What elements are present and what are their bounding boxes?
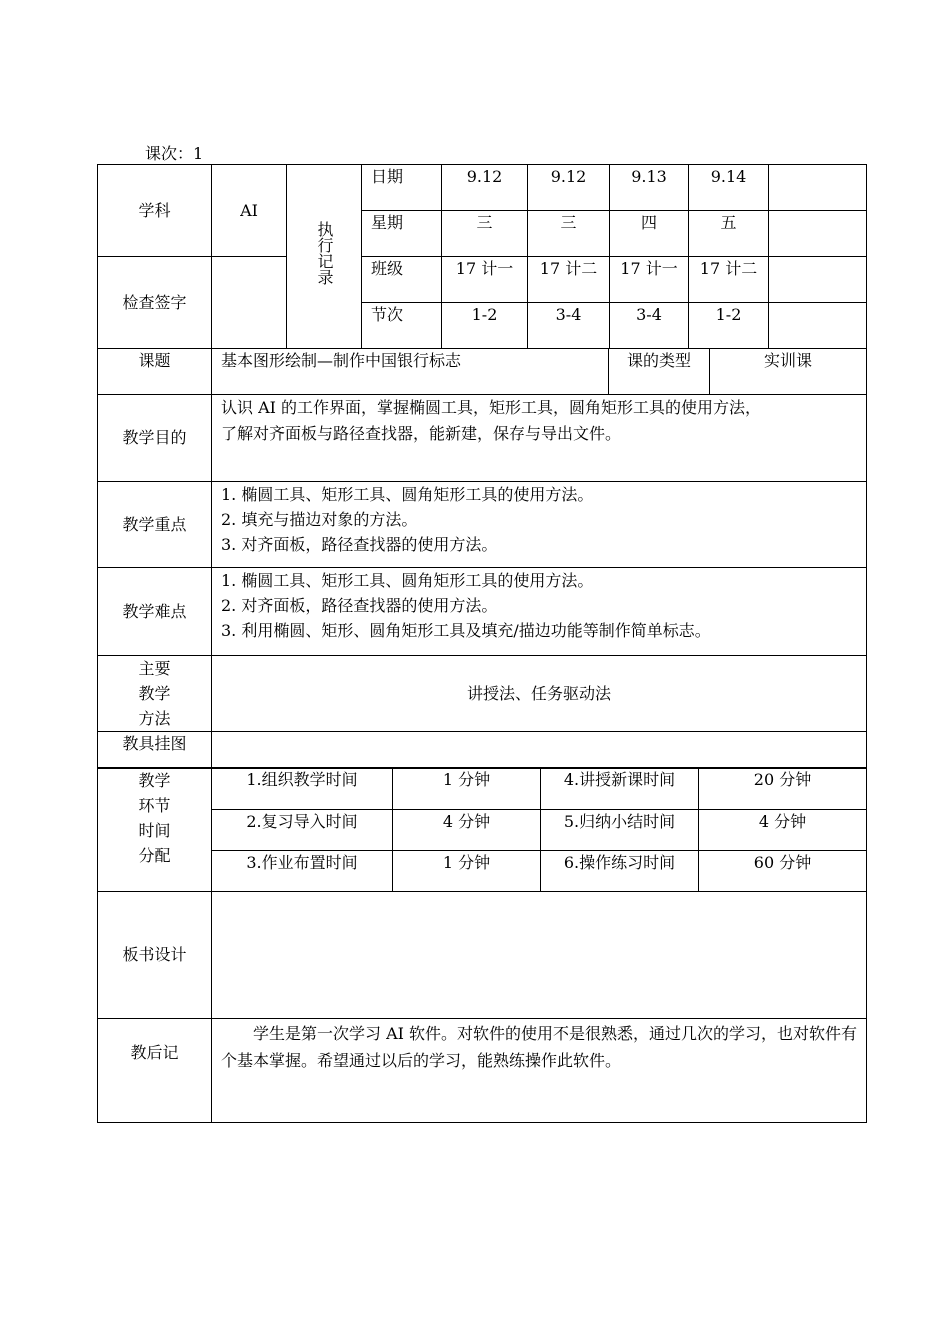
weekday-cell: 五 xyxy=(689,211,769,257)
time-label-line: 时间 xyxy=(138,821,171,840)
period-cell: 1-2 xyxy=(442,303,528,349)
time-step: 2.复习导入时间 xyxy=(212,810,393,851)
time-duration: 1 分钟 xyxy=(393,851,541,892)
time-step: 1.组织教学时间 xyxy=(212,768,393,810)
time-step: 3.作业布置时间 xyxy=(212,851,393,892)
record-table xyxy=(97,164,867,349)
class-cell xyxy=(769,257,867,303)
key-point-item: 2. 填充与描边对象的方法。 xyxy=(221,510,418,529)
difficulty-item: 3. 利用椭圆、矩形、圆角矩形工具及填充/描边功能等制作简单标志。 xyxy=(221,621,711,640)
lesson-type-label: 课的类型 xyxy=(609,349,710,395)
period-cell: 1-2 xyxy=(689,303,769,349)
class-cell: 17 计一 xyxy=(442,257,528,303)
row-label-class: 班级 xyxy=(362,257,442,303)
objectives-line: 了解对齐面板与路径查找器，能新建，保存与导出文件。 xyxy=(221,424,622,443)
class-cell: 17 计一 xyxy=(610,257,689,303)
board-design-label: 板书设计 xyxy=(98,892,212,1019)
objectives-line: 认识 AI 的工作界面，掌握椭圆工具，矩形工具，圆角矩形工具的使用方法， xyxy=(221,398,762,417)
key-point-item: 3. 对齐面板，路径查找器的使用方法。 xyxy=(221,535,498,554)
date-cell: 9.12 xyxy=(442,165,528,211)
class-cell: 17 计二 xyxy=(689,257,769,303)
row-label-date: 日期 xyxy=(362,165,442,211)
period-cell: 3-4 xyxy=(528,303,610,349)
time-step: 4.讲授新课时间 xyxy=(541,768,699,810)
key-point-item: 1. 椭圆工具、矩形工具、圆角矩形工具的使用方法。 xyxy=(221,485,594,504)
time-allocation-label xyxy=(98,768,212,892)
lesson-type-value: 实训课 xyxy=(710,349,867,395)
check-sign-label: 检查签字 xyxy=(98,257,212,349)
check-sign-value xyxy=(212,257,287,349)
time-label-line: 环节 xyxy=(138,796,171,815)
weekday-cell xyxy=(769,211,867,257)
difficulty-item: 1. 椭圆工具、矩形工具、圆角矩形工具的使用方法。 xyxy=(221,571,594,590)
time-allocation-table xyxy=(97,767,867,892)
row-label-weekday: 星期 xyxy=(362,211,442,257)
date-cell: 9.14 xyxy=(689,165,769,211)
methods-value: 讲授法、任务驱动法 xyxy=(212,656,867,732)
board-design-value xyxy=(212,892,867,1019)
reflection-value: 学生是第一次学习 AI 软件。对软件的使用不是很熟悉，通过几次的学习，也对软件有个基本掌握。希望通过以后的学习，能熟练操作此软件。 xyxy=(212,1019,867,1123)
difficulty-item: 2. 对齐面板，路径查找器的使用方法。 xyxy=(221,596,498,615)
exec-record-text: 执行记录 xyxy=(315,221,334,285)
time-step: 5.归纳小结时间 xyxy=(541,810,699,851)
key-points-label: 教学重点 xyxy=(98,482,212,568)
class-cell: 17 计二 xyxy=(528,257,610,303)
date-cell: 9.12 xyxy=(528,165,610,211)
time-label-line: 分配 xyxy=(138,846,171,865)
methods-label xyxy=(98,656,212,732)
topic-label: 课题 xyxy=(98,349,212,395)
methods-label-line: 方法 xyxy=(138,709,171,728)
weekday-cell: 四 xyxy=(610,211,689,257)
methods-label-line: 主要 xyxy=(138,659,171,678)
subject-label: 学科 xyxy=(98,165,212,257)
weekday-cell: 三 xyxy=(442,211,528,257)
difficulties-label: 教学难点 xyxy=(98,568,212,656)
time-duration: 4 分钟 xyxy=(393,810,541,851)
time-duration: 1 分钟 xyxy=(393,768,541,810)
row-label-period: 节次 xyxy=(362,303,442,349)
subject-value: AI xyxy=(212,165,287,257)
key-points-value xyxy=(212,482,867,568)
content-table xyxy=(97,394,867,769)
reflection-label: 教后记 xyxy=(98,1019,212,1123)
topic-table xyxy=(97,348,867,395)
date-cell: 9.13 xyxy=(610,165,689,211)
objectives-value xyxy=(212,395,867,482)
weekday-cell: 三 xyxy=(528,211,610,257)
time-duration: 60 分钟 xyxy=(699,851,867,892)
exec-record-label xyxy=(287,165,362,349)
time-duration: 4 分钟 xyxy=(699,810,867,851)
aids-label: 教具挂图 xyxy=(98,732,212,769)
date-cell xyxy=(769,165,867,211)
period-cell: 3-4 xyxy=(610,303,689,349)
objectives-label: 教学目的 xyxy=(98,395,212,482)
time-step: 6.操作练习时间 xyxy=(541,851,699,892)
difficulties-value xyxy=(212,568,867,656)
aids-value xyxy=(212,732,867,769)
period-cell xyxy=(769,303,867,349)
methods-label-line: 教学 xyxy=(138,684,171,703)
lesson-number: 课次：1 xyxy=(145,144,204,163)
topic-value: 基本图形绘制—制作中国银行标志 xyxy=(212,349,609,395)
board-reflection-table xyxy=(97,891,867,1123)
time-duration: 20 分钟 xyxy=(699,768,867,810)
time-label-line: 教学 xyxy=(138,771,171,790)
